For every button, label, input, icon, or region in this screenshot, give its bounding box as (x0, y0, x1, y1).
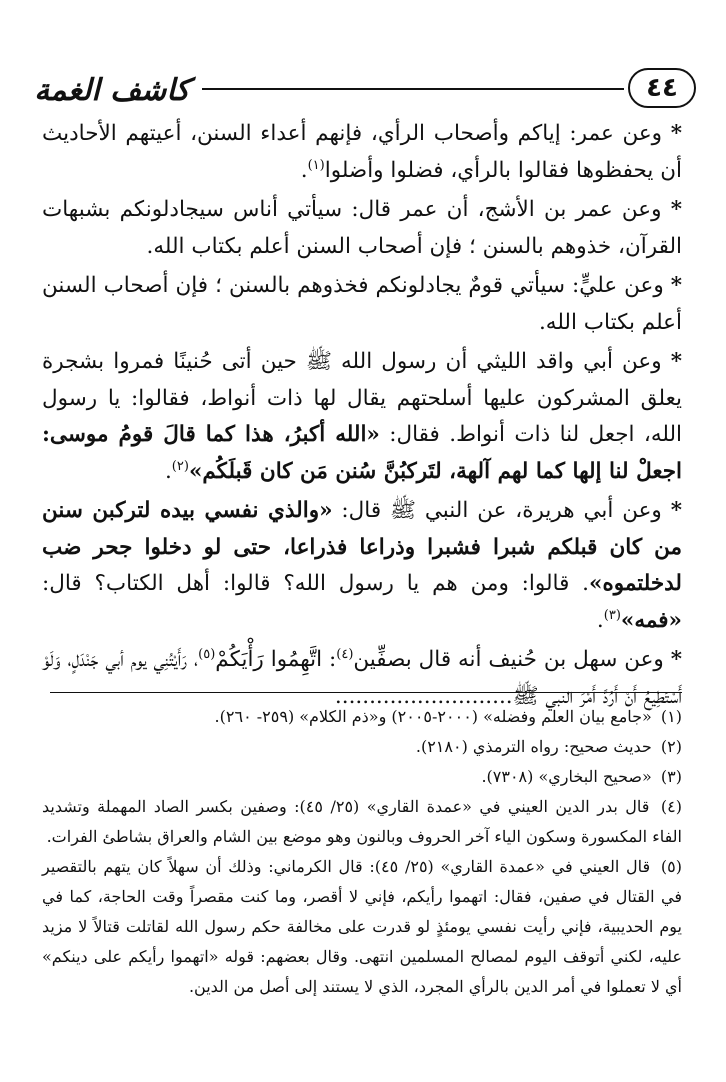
footnote-text: «صحيح البخاري» (٧٣٠٨). (481, 767, 652, 786)
footnote (42, 792, 682, 852)
paragraph-end: . (596, 607, 604, 633)
paragraph-text-cont: . قالوا: ومن هم يا رسول الله؟ قالوا: أهل الكتاب؟ قال: (42, 571, 590, 596)
paragraph-text-cont: : اتَّهِمُوا رَأْيَكُمْ (215, 647, 337, 672)
paragraph (42, 268, 682, 341)
bullet-icon: * (670, 273, 682, 298)
footnote-text: «جامع بيان العلم وفضله» (٢٠٠٠-٢٠٠٥) و«ذم الكلام» (٢٥٩- ٢٦٠). (214, 707, 652, 726)
paragraph (42, 344, 682, 490)
bullet-icon: * (670, 349, 682, 374)
footnote (42, 732, 682, 762)
hadith-quote: «والذي نفسي بيده لتركبن سنن من كان قبلكم شبرا فشبرا وذراعا فذراعا، حتى لو دخلوا جحر ضب لدخلتموه» (42, 498, 682, 596)
bullet-icon: * (670, 197, 682, 222)
footnote-text: حديث صحيح: رواه الترمذي (٢١٨٠). (415, 737, 652, 756)
book-title: كاشف الغمة (34, 72, 190, 108)
paragraph-text: وعن عليٍّ: سيأتي قومٌ يجادلونكم فخذوهم بالسنن ؛ فإن أصحاب السنن أعلم بكتاب الله. (42, 273, 682, 335)
paragraph (42, 493, 682, 639)
paragraph-text: وعن عمر بن الأشج، أن عمر قال: سيأتي أناس سيجادلونكم بشبهات القرآن، خذوهم بالسنن ؛ فإن أصحاب السنن أعلم بكتاب الله. (42, 197, 682, 259)
header-rule (202, 88, 624, 90)
page-number: ٤٤ (628, 68, 696, 108)
footnote-number: (٣) (660, 767, 682, 786)
paragraph-text: وعن سهل بن حُنيف أنه قال بصفِّين (353, 647, 664, 672)
paragraph-end: . (164, 458, 172, 484)
footnote-number: (١) (660, 707, 682, 726)
footnote-number: (٤) (660, 797, 682, 816)
footnote-ref: (٣) (603, 607, 621, 623)
footnote-ref: (١) (307, 157, 325, 173)
bullet-icon: * (670, 647, 682, 672)
footnote (42, 702, 682, 732)
paragraph-text: وعن أبي واقد الليثي أن رسول الله ﷺ حين أتى حُنينًا فمروا بشجرة يعلق المشركون عليها أسلحتهم يقال لها ذات أنواط، فقالوا: يا رسول الله، اجعل لنا ذات أنواط. فقال: (42, 349, 682, 447)
paragraph-text-cont: ، رَأَيْتُنِي يوم أبي جَنْدَلٍ، وَلَوْ أَسْتَطِيعُ أَنْ أَرُدَّ أَمْرَ النبي ﷺ.......................... (42, 647, 682, 709)
footnote-text: قال بدر الدين العيني في «عمدة القاري» (٢٥/ ٤٥): وصفين بكسر الصاد المهملة وتشديد الفاء المكسورة وسكون الياء آخر الحروف وبالنون وهو موضع بين الشام والعراق بشاطئ الفرات. (42, 797, 682, 846)
footnote (42, 852, 682, 1002)
footnote-divider (50, 692, 682, 693)
paragraph (42, 192, 682, 265)
footnote-ref: (٥) (198, 646, 216, 662)
hadith-quote: «فمه» (620, 607, 682, 633)
footnote-ref: (٤) (336, 646, 354, 662)
main-text (42, 116, 682, 715)
footnote-ref: (٢) (171, 458, 189, 474)
footnote (42, 762, 682, 792)
footnotes (42, 702, 682, 1002)
paragraph-text: وعن أبي هريرة، عن النبي ﷺ قال: (341, 498, 662, 523)
paragraph-text: وعن عمر: إياكم وأصحاب الرأي، فإنهم أعداء السنن، أعيتهم الأحاديث أن يحفظوها فقالوا بالرأي، فضلوا وأضلوا (42, 121, 682, 183)
footnote-number: (٢) (660, 737, 682, 756)
bullet-icon: * (670, 498, 682, 523)
hadith-quote: «الله أكبرُ، هذا كما قالَ قومُ موسى: اجعلْ لنا إلها كما لهم آلهة، لتَركبُنَّ سُنن مَن كان قَبلَكُم» (42, 422, 682, 484)
bullet-icon: * (670, 121, 682, 146)
footnote-number: (٥) (660, 857, 683, 876)
paragraph-end: . (300, 157, 308, 183)
paragraph (42, 116, 682, 189)
page-header (24, 68, 696, 112)
footnote-text: قال العيني في «عمدة القاري» (٢٥/ ٤٥): قال الكرماني: وذلك أن سهلاً كان يتهم بالتقصير في القتال في صفين، فقال: اتهموا رأيكم، فإني لا أقصر، وما كنت مقصراً وقت الحاجة، كما في يوم الحديبية، فإني رأيت نفسي يومئذٍ لو قدرت على مخالفة حكم رسول الله لقاتلت قتالاً لا مزيد عليه، لكني أتوقف اليوم لمصالح المسلمين انتهى. وقال بعضهم: قوله «اتهموا رأيكم على دينكم» أي لا تعملوا في أمر الدين بالرأي المجرد، الذي لا يستند إلى أصل من الدين. (42, 857, 682, 996)
